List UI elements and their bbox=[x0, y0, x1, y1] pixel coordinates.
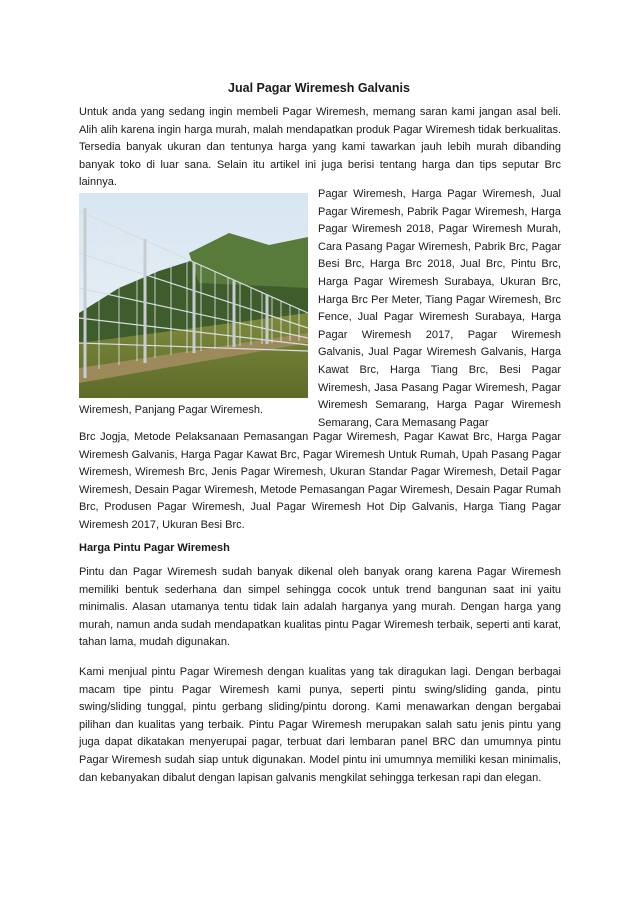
image-caption-text: Pagar Wiremesh, Harga Pagar Wiremesh, Jual Pagar Wiremesh, Pabrik Pagar Wiremesh, Harga Pagar Wiremesh 2018, Pagar Wiremesh Murah, Cara Pasang Pagar Wiremesh, Pabrik Brc, Pagar Besi Brc, Harga Brc 2018, Jual Brc, Pintu Brc, Harga Pagar Wiremesh Surabaya, Ukuran Brc, Harga Brc Per Meter, Tiang Pagar Wiremesh, Brc Fence, Jual Pagar Wiremesh Surabaya, Harga Pagar Wiremesh 2017, Pagar Wiremesh Galvanis, Jual Pagar Wiremesh Galvanis, Harga Kawat Brc, Harga Tiang Brc, Besi Pagar Wiremesh, Jasa Pasang Pagar Wiremesh, Pagar Wiremesh Semarang, Harga Pagar Wiremesh Semarang, Cara Memasang Pagar bbox=[318, 188, 561, 429]
fence-photo bbox=[79, 193, 308, 398]
intro-paragraph: Untuk anda yang sedang ingin membeli Pagar Wiremesh, memang saran kami jangan asal beli. Alih alih karena ingin harga murah, malah mendapatkan produk Pagar Wiremesh tidak berkualitas. Tersedia banyak ukuran dan tentunya harga yang kami tawarkan jauh lebih murah dibanding banyak toko di luar sana. Selain itu artikel ini juga berisi tentang harga dan tips seputar Brc lainnya. bbox=[79, 106, 561, 189]
section-paragraph-1: Pintu dan Pagar Wiremesh sudah banyak dikenal oleh banyak orang karena Pagar Wiremesh memiliki bentuk sederhana dan simpel sehingga cocok untuk trend bangunan saat ini yaitu minimalis. Alasan utamanya tentu tidak lain adalah harganya yang murah. Dengan harga yang murah, namun anda sudah mendapatkan kualitas pintu Pagar Wiremesh terbaik, seperti anti karat, tahan lama, mudah digunakan. bbox=[79, 566, 561, 649]
section-paragraph-2: Kami menjual pintu Pagar Wiremesh dengan kualitas yang tak diragukan lagi. Dengan berbagai macam tipe pintu Pagar Wiremesh kami punya, seperti pintu swing/sliding ganda, pintu swing/sliding tunggal, pintu gerbang sliding/pintu dorong. Kami menawarkan dengan bergabai pilihan dan kualitas yang terbaik. Pintu Pagar Wiremesh merupakan salah satu jenis pintu yang juga dapat dikatakan menyerupai pagar, terbuat dari lembaran panel BRC dan umumnya pintu Pagar Wiremesh sudah siap untuk digunakan. Model pintu ini umumnya memiliki kesan minimalis, dan kebanyakan dibalut dengan lapisan galvanis mengkilat sehingga terkesan rapi dan elegan. bbox=[79, 666, 561, 784]
section-heading: Harga Pintu Pagar Wiremesh bbox=[79, 542, 230, 554]
keywords-paragraph: Brc Jogja, Metode Pelaksanaan Pemasangan Pagar Wiremesh, Pagar Kawat Brc, Harga Pagar Wiremesh Galvanis, Harga Pagar Kawat Brc, Pagar Wiremesh Untuk Rumah, Upah Pasang Pagar Wiremesh, Wiremesh Brc, Jenis Pagar Wiremesh, Ukuran Standar Pagar Wiremesh, Detail Pagar Wiremesh, Desain Pagar Wiremesh, Metode Pemasangan Pagar Wiremesh, Desain Pagar Rumah Brc, Produsen Pagar Wiremesh, Jual Pagar Wiremesh Hot Dip Galvanis, Harga Tiang Pagar Wiremesh 2017, Ukuran Besi Brc. bbox=[79, 431, 561, 531]
image-caption-continuation: Wiremesh, Panjang Pagar Wiremesh. bbox=[79, 404, 264, 416]
page-title: Jual Pagar Wiremesh Galvanis bbox=[228, 81, 410, 95]
